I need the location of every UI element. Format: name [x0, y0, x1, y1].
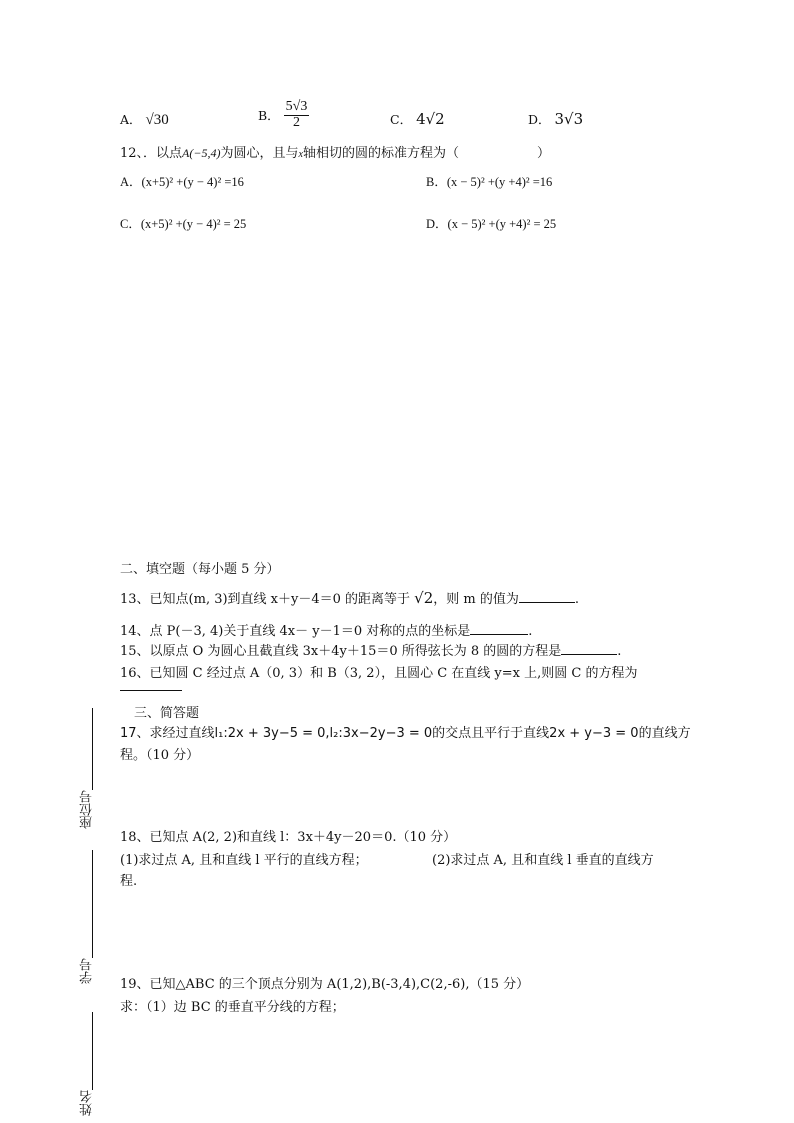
- option-label: D．: [528, 112, 551, 127]
- option-value: 4√2: [416, 110, 445, 128]
- option-label: B．: [258, 108, 280, 124]
- seat-number-line[interactable]: [92, 708, 93, 790]
- option-value: √30: [145, 112, 169, 128]
- q17-line1: 17、求经过直线l₁:2x + 3y−5 = 0,l₂:3x−2y−3 = 0的交点且平行于直线2x + y−3 = 0的直线方: [120, 726, 691, 741]
- student-number-line[interactable]: [92, 850, 93, 958]
- q11-option-b: [258, 100, 309, 130]
- option-label: C．: [390, 112, 413, 127]
- q12-stem-mid: 为圆心，且与: [220, 146, 299, 161]
- q12-option-d: D．(x − 5)² +(y +4)² = 25: [426, 217, 557, 231]
- q12-stem: [120, 142, 550, 161]
- q13: [120, 588, 579, 607]
- q14-end: .: [528, 624, 533, 639]
- q15: [120, 640, 621, 659]
- q12-option-a: A．(x+5)² +(y − 4)² =16: [120, 175, 244, 189]
- q13-sqrt: √2: [414, 589, 434, 607]
- q18-line1: 18、已知点 A(2, 2)和直线 l：3x＋4y－20＝0.（10 分）: [120, 830, 457, 845]
- q16-answer-blank[interactable]: [120, 678, 182, 695]
- student-number-label: 学号: [80, 958, 95, 984]
- answer-blank[interactable]: [120, 678, 182, 691]
- q11-option-d: [528, 110, 583, 128]
- q13-text: 13、已知点(m, 3)到直线 x＋y－4＝0 的距离等于: [120, 592, 411, 607]
- answer-blank[interactable]: [561, 642, 617, 655]
- q12-stem-pre: 12、．以点: [120, 146, 183, 161]
- q12-stem-post: 轴相切的圆的标准方程为（ ）: [302, 146, 550, 161]
- q14: [120, 620, 532, 639]
- name-line[interactable]: [92, 1012, 93, 1090]
- section-fill-in-title: 二、填空题（每小题 5 分）: [120, 562, 280, 577]
- q12-axis: x: [298, 149, 303, 160]
- name-label: 姓名: [80, 1090, 95, 1116]
- q19-line1: 19、已知△ABC 的三个顶点分别为 A(1,2),B(-3,4),C(2,-6),（15 分）: [120, 977, 530, 992]
- fraction-denominator: 2: [293, 114, 301, 130]
- q13-text-post: ，则 m 的值为: [433, 592, 519, 607]
- q16: 16、已知圆 C 经过点 A（0, 3）和 B（3, 2），且圆心 C 在直线 y=x 上,则圆 C 的方程为: [120, 666, 638, 681]
- answer-blank[interactable]: [470, 622, 528, 635]
- q17-line2: 程。（10 分）: [120, 748, 200, 763]
- q12-option-b: B．(x − 5)² +(y +4)² =16: [426, 175, 553, 189]
- option-label: A．: [120, 112, 142, 127]
- answer-blank[interactable]: [519, 590, 575, 603]
- q13-end: .: [574, 592, 580, 607]
- q18-part2: (2)求过点 A, 且和直线 l 垂直的直线方: [432, 853, 654, 868]
- q18-line3: 程.: [120, 874, 138, 889]
- q11-option-a: [120, 110, 169, 129]
- q12-option-c: C．(x+5)² +(y − 4)² = 25: [120, 217, 247, 231]
- q11-option-c: [390, 110, 445, 128]
- fraction-numerator: 5√3: [285, 99, 308, 114]
- q14-text: 14、点 P(－3, 4)关于直线 4x－ y－1＝0 对称的点的坐标是: [120, 624, 471, 639]
- q19-line2: 求：（1）边 BC 的垂直平分线的方程；: [120, 1000, 345, 1015]
- section-answer-title: 三、简答题: [134, 706, 200, 721]
- option-value: 3√3: [554, 110, 584, 128]
- fraction: [284, 100, 310, 130]
- q15-text: 15、以原点 O 为圆心且截直线 3x＋4y＋15＝0 所得弦长为 8 的圆的方程是: [120, 644, 562, 659]
- seat-number-label: 座位号: [80, 790, 95, 829]
- q12-point: A(−5,4): [182, 146, 221, 160]
- q15-end: .: [617, 644, 622, 659]
- q18-part1: (1)求过点 A, 且和直线 l 平行的直线方程；: [120, 853, 368, 868]
